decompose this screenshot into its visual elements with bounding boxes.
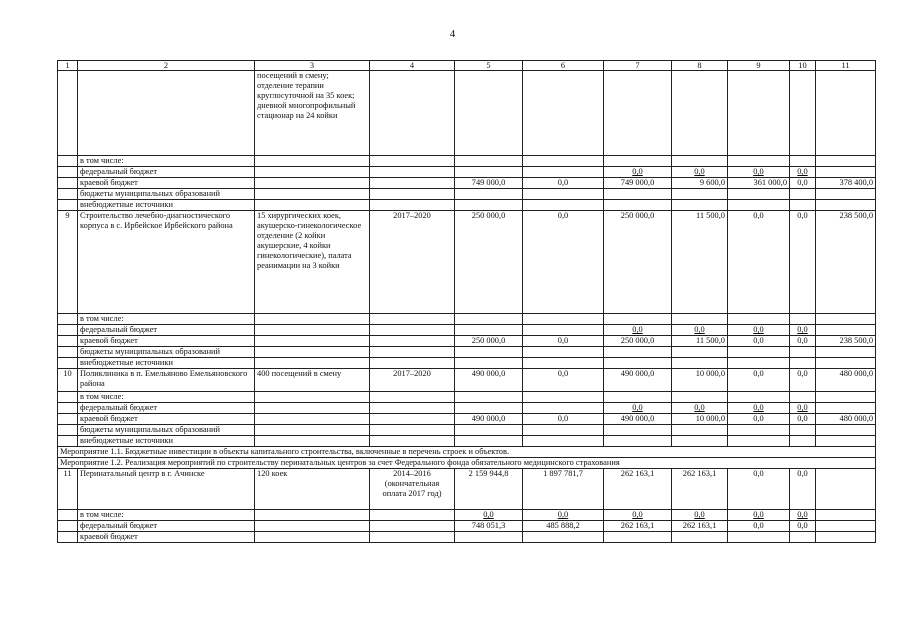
cell-value: 0,0 [523, 336, 604, 347]
project-description: 120 коек [255, 469, 370, 510]
col-header: 2 [78, 61, 255, 71]
cell-value: 490 000,0 [604, 414, 672, 425]
measure-1-2: Мероприятие 1.2. Реализация мероприятий по строительству перинатальных центров за счет Федерального фонда обязательного медицинского страхования [58, 458, 876, 469]
table-row [58, 336, 876, 347]
col-header: 5 [455, 61, 523, 71]
cell-value: 10 000,0 [672, 414, 728, 425]
table-row [58, 469, 876, 510]
row-label: федеральный бюджет [78, 403, 255, 414]
project-name: Строительство лечебно-диагностического корпуса в с. Ирбейское Ирбейского района [78, 211, 255, 314]
cell-value: 0,0 [790, 469, 816, 510]
row-number: 10 [58, 369, 78, 392]
cell-value: 378 400,0 [816, 178, 876, 189]
table-row [58, 425, 876, 436]
cell-value: 0,0 [523, 178, 604, 189]
table-row [58, 447, 876, 458]
cell-value: 0,0 [672, 325, 728, 336]
cell-value: 0,0 [790, 369, 816, 392]
cell-value: 0,0 [790, 403, 816, 414]
cell-value: 490 000,0 [455, 369, 523, 392]
cell-value: 490 000,0 [455, 414, 523, 425]
cell-value: 0,0 [790, 521, 816, 532]
cell-value: 480 000,0 [816, 414, 876, 425]
cell-value: 238 500,0 [816, 211, 876, 314]
row-label: краевой бюджет [78, 532, 255, 543]
cell-value: 0,0 [728, 469, 790, 510]
cell-value: 2 159 944,8 [455, 469, 523, 510]
table-row [58, 178, 876, 189]
cell-value: 0,0 [728, 521, 790, 532]
cell-value: 749 000,0 [604, 178, 672, 189]
cell-value: 749 000,0 [455, 178, 523, 189]
cell-value: 1 897 781,7 [523, 469, 604, 510]
cell-value: 262 163,1 [604, 521, 672, 532]
row-label: в том числе: [78, 510, 255, 521]
cell-value: 0,0 [790, 167, 816, 178]
cell-value: 0,0 [523, 414, 604, 425]
cell-value: 0,0 [728, 336, 790, 347]
project-description: 15 хирургических коек, акушерско-гинекологическое отделение (2 койки акушерские, 4 койки гинекологические), палата реанимации на 3 койки [255, 211, 370, 314]
cell-value: 0,0 [523, 369, 604, 392]
row-label: в том числе: [78, 314, 255, 325]
cell-value: 0,0 [604, 167, 672, 178]
row-label: внебюджетные источники [78, 358, 255, 369]
row-label: бюджеты муниципальных образований [78, 347, 255, 358]
cell-value: 0,0 [604, 403, 672, 414]
col-header: 6 [523, 61, 604, 71]
table-row [58, 369, 876, 392]
project-description: посещений в смену; отделение терапии круглосуточной на 35 коек; дневной многопрофильный стационар на 24 койки [255, 71, 370, 156]
row-label: краевой бюджет [78, 414, 255, 425]
table-row [58, 458, 876, 469]
cell-value: 262 163,1 [604, 469, 672, 510]
cell-value: 9 600,0 [672, 178, 728, 189]
table-row [58, 414, 876, 425]
cell-value: 0,0 [790, 178, 816, 189]
row-label: краевой бюджет [78, 336, 255, 347]
cell-value: 11 500,0 [672, 211, 728, 314]
table-row [58, 532, 876, 543]
table-row [58, 200, 876, 211]
project-name: Перинатальный центр в г. Ачинске [78, 469, 255, 510]
row-label: внебюджетные источники [78, 436, 255, 447]
cell-value: 11 500,0 [672, 336, 728, 347]
project-period: 2017–2020 [370, 211, 455, 314]
project-period: 2017–2020 [370, 369, 455, 392]
row-label: федеральный бюджет [78, 167, 255, 178]
col-header: 1 [58, 61, 78, 71]
cell-value: 0,0 [728, 414, 790, 425]
col-header: 7 [604, 61, 672, 71]
table-row [58, 156, 876, 167]
col-header: 10 [790, 61, 816, 71]
row-label: внебюджетные источники [78, 200, 255, 211]
col-header: 3 [255, 61, 370, 71]
cell-value: 250 000,0 [604, 211, 672, 314]
col-header: 9 [728, 61, 790, 71]
cell-value: 0,0 [790, 336, 816, 347]
cell-value: 0,0 [604, 510, 672, 521]
col-header: 4 [370, 61, 455, 71]
cell-value: 0,0 [728, 369, 790, 392]
cell-value: 485 888,2 [523, 521, 604, 532]
table-row [58, 510, 876, 521]
project-period: 2014–2016 (окончательная оплата 2017 год) [370, 469, 455, 510]
table-row [58, 71, 876, 156]
row-number: 11 [58, 469, 78, 510]
table-row [58, 314, 876, 325]
table-row [58, 392, 876, 403]
cell-value: 480 000,0 [816, 369, 876, 392]
table-row [58, 189, 876, 200]
cell-value: 10 000,0 [672, 369, 728, 392]
cell-value: 0,0 [790, 211, 816, 314]
row-label: в том числе: [78, 392, 255, 403]
measure-1-1: Мероприятие 1.1. Бюджетные инвестиции в объекты капитального строительства, включенные в перечень строек и объектов. [58, 447, 876, 458]
row-label: федеральный бюджет [78, 325, 255, 336]
budget-table [57, 60, 876, 543]
cell-value: 250 000,0 [455, 336, 523, 347]
header-row [58, 61, 876, 71]
cell-value: 0,0 [672, 403, 728, 414]
cell-value: 0,0 [790, 414, 816, 425]
cell-value: 0,0 [672, 167, 728, 178]
page-number: 4 [449, 28, 456, 40]
cell-value: 0,0 [728, 211, 790, 314]
cell-value: 262 163,1 [672, 469, 728, 510]
cell-value: 361 000,0 [728, 178, 790, 189]
cell-value: 262 163,1 [672, 521, 728, 532]
cell-value: 0,0 [728, 403, 790, 414]
cell-value: 238 500,0 [816, 336, 876, 347]
table-row [58, 325, 876, 336]
row-label: краевой бюджет [78, 178, 255, 189]
cell-value: 0,0 [728, 167, 790, 178]
cell-value: 0,0 [455, 510, 523, 521]
table-row [58, 167, 876, 178]
row-label: в том числе: [78, 156, 255, 167]
project-description: 400 посещений в смену [255, 369, 370, 392]
row-label: бюджеты муниципальных образований [78, 189, 255, 200]
cell-value: 0,0 [790, 510, 816, 521]
project-name: Поликлиника в п. Емельяново Емельяновского района [78, 369, 255, 392]
cell-value: 748 051,3 [455, 521, 523, 532]
table-row [58, 403, 876, 414]
cell-value: 490 000,0 [604, 369, 672, 392]
cell-value: 0,0 [523, 510, 604, 521]
table-row [58, 211, 876, 314]
cell-value: 0,0 [728, 510, 790, 521]
cell-value: 250 000,0 [604, 336, 672, 347]
row-label: бюджеты муниципальных образований [78, 425, 255, 436]
cell-value: 0,0 [523, 211, 604, 314]
row-label: федеральный бюджет [78, 521, 255, 532]
cell-value: 0,0 [728, 325, 790, 336]
table-row [58, 436, 876, 447]
col-header: 11 [816, 61, 876, 71]
cell-value: 0,0 [604, 325, 672, 336]
cell-value: 0,0 [790, 325, 816, 336]
cell-value: 0,0 [672, 510, 728, 521]
cell-value: 250 000,0 [455, 211, 523, 314]
col-header: 8 [672, 61, 728, 71]
table-row [58, 358, 876, 369]
row-number: 9 [58, 211, 78, 314]
table-row [58, 521, 876, 532]
table-row [58, 347, 876, 358]
